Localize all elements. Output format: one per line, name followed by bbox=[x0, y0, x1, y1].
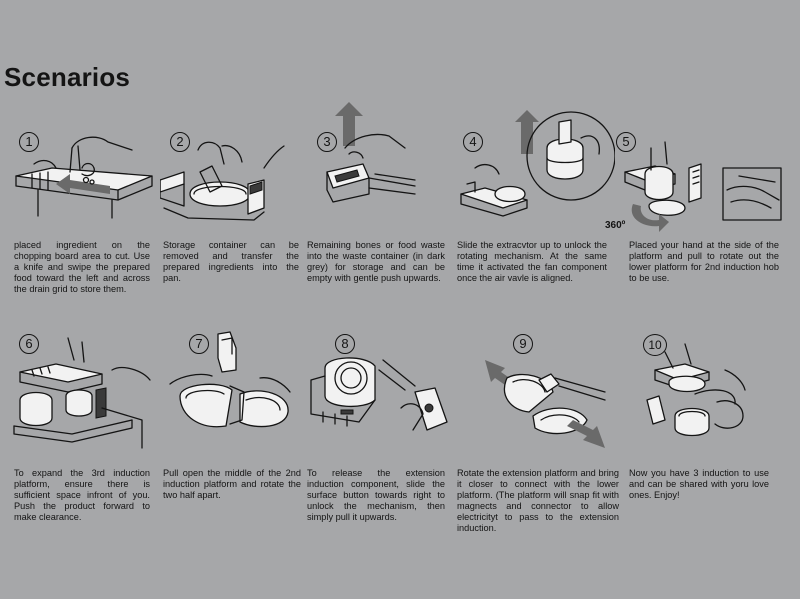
step-5-illustration bbox=[615, 128, 785, 232]
step-8-number: 8 bbox=[335, 334, 355, 354]
step-6-number: 6 bbox=[19, 334, 39, 354]
step-4-caption: Slide the extracvtor up to unlock the rotating mechanism. At the same time it activated the fan component once the air vavle is aligned. bbox=[457, 240, 607, 283]
step-10-caption: Now you have 3 induction to use and can be shared with yoru love ones. Enjoy! bbox=[629, 468, 769, 500]
step-1-number: 1 bbox=[19, 132, 39, 152]
step-7-caption: Pull open the middle of the 2nd induction platform and rotate the two half apart. bbox=[163, 468, 301, 500]
step-5-caption: Placed your hand at the side of the platform and pull to rotate out the lower platform for 2nd induction hob to be use. bbox=[629, 240, 779, 283]
step-6-caption: To expand the 3rd induction platform, ensure there is sufficient space infront of you. Push the product forward to make clearance. bbox=[14, 468, 150, 522]
step-9-illustration bbox=[455, 330, 615, 460]
step-5-number: 5 bbox=[616, 132, 636, 152]
step-7 bbox=[160, 330, 310, 530]
step-3-number: 3 bbox=[317, 132, 337, 152]
step-2-caption: Storage container can be removed and transfer the prepared ingredients into the pan. bbox=[163, 240, 299, 283]
step-1-caption: placed ingredient on the chopping board area to cut. Use a knife and swipe the prepared food toward the left and across the drain grid to store them. bbox=[14, 240, 150, 294]
step-4-illustration bbox=[455, 98, 615, 230]
step-8-illustration bbox=[305, 330, 455, 460]
step-7-number: 7 bbox=[189, 334, 209, 354]
step-6 bbox=[12, 330, 162, 530]
step-10-number: 10 bbox=[643, 334, 667, 356]
step-8 bbox=[305, 330, 455, 530]
step-9 bbox=[455, 330, 619, 540]
step-9-caption: Rotate the extension platform and bring it closer to connect with the lower platform. (The platform will snap fit with magnects and connector to allow electricityt to pass to the extension induction. bbox=[457, 468, 619, 533]
step-9-number: 9 bbox=[513, 334, 533, 354]
page-title: Scenarios bbox=[4, 62, 131, 92]
step-4 bbox=[455, 98, 605, 298]
step-7-illustration bbox=[160, 330, 310, 460]
step-8-caption: To release the extension induction component, slide the surface button towards right to unlock the mechanism, then simply pull it upwards. bbox=[307, 468, 445, 522]
step-3-caption: Remaining bones or food waste into the waste container (in dark grey) for storage and can be empty with gentle push upwards. bbox=[307, 240, 445, 283]
step-4-number: 4 bbox=[463, 132, 483, 152]
step-3-illustration bbox=[305, 98, 455, 230]
step-1 bbox=[12, 128, 162, 298]
step-2 bbox=[160, 128, 310, 298]
rotation-label: 360º bbox=[605, 220, 626, 231]
step-5 bbox=[605, 128, 785, 298]
step-3 bbox=[305, 98, 455, 298]
step-10 bbox=[625, 330, 775, 530]
step-2-number: 2 bbox=[170, 132, 190, 152]
